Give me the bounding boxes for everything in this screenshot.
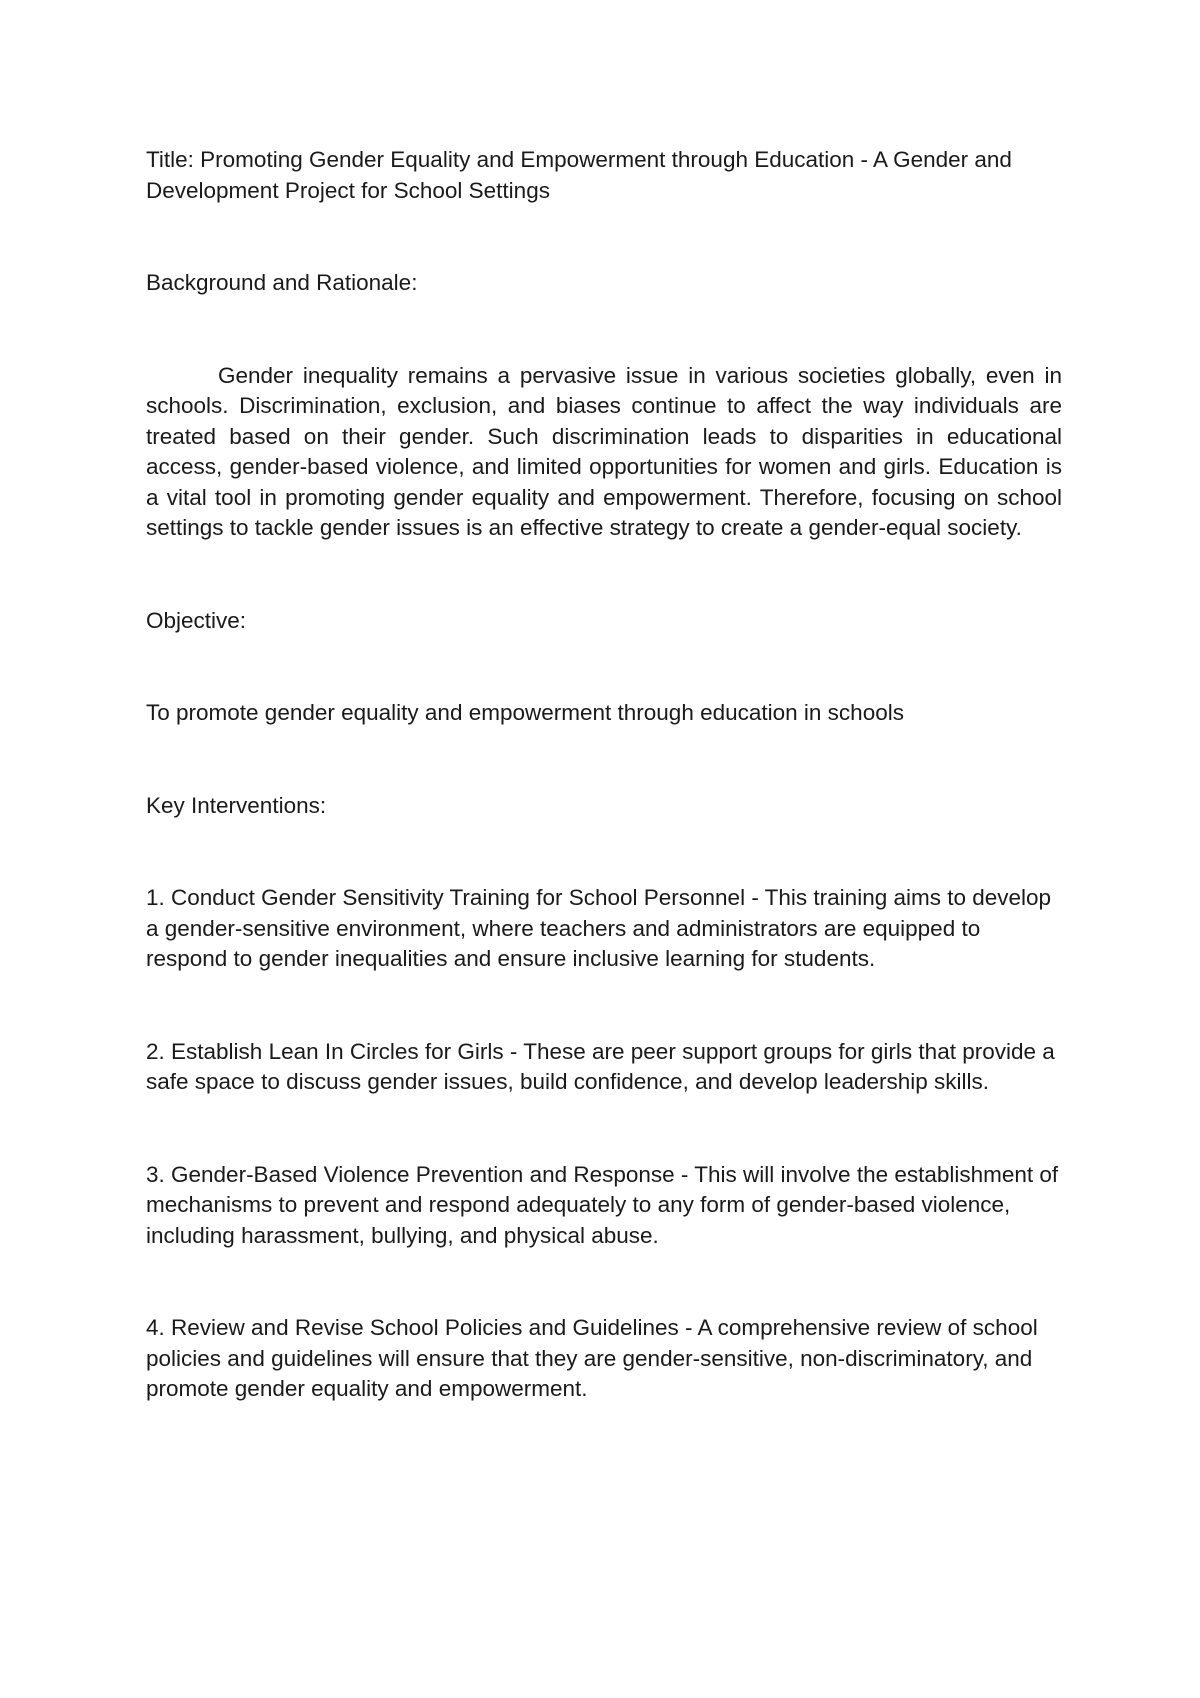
document-page [146,145,1062,1405]
intervention-item-4: 4. Review and Revise School Policies and Guidelines - A comprehensive review of school policies and guidelines will ensure that they are gender-sensitive, non-discriminatory, and promote gender equality and empowerment. [146,1315,1038,1401]
interventions-list [146,883,1062,1405]
objective-paragraph: To promote gender equality and empowerment through education in schools [146,700,904,725]
interventions-heading: Key Interventions: [146,792,327,818]
background-heading: Background and Rationale: [146,270,418,295]
objective-heading: Objective: [146,607,247,633]
intervention-item-3: 3. Gender-Based Violence Prevention and Response - This will involve the establishment of mechanisms to prevent and respond adequately to any form of gender-based violence, including harassment, bullying, and physical abuse. [146,1161,1059,1248]
background-paragraph: Gender inequality remains a pervasive issue in various societies globally, even in schools. Discrimination, exclusion, and biases continue to affect the way individuals are treated based on their gender. Such discrimination leads to disparities in educational access, gender-based violence, and limited opportunities for women and girls. Education is a vital tool in promoting gender equality and empowerment. Therefore, focusing on school settings to tackle gender issues is an effective strategy to create a gender-equal society. [146,362,1062,540]
document-title: Title: Promoting Gender Equality and Empowerment through Education - A Gender and Development Project for School Settings [146,147,1012,203]
intervention-item-2: 2. Establish Lean In Circles for Girls - These are peer support groups for girls that provide a safe space to discuss gender issues, build confidence, and develop leadership skills. [146,1038,1055,1094]
intervention-item-1: 1. Conduct Gender Sensitivity Training for School Personnel - This training aims to develop a gender-sensitive environment, where teachers and administrators are equipped to respond to gender inequalities and ensure inclusive learning for students. [146,885,1052,971]
